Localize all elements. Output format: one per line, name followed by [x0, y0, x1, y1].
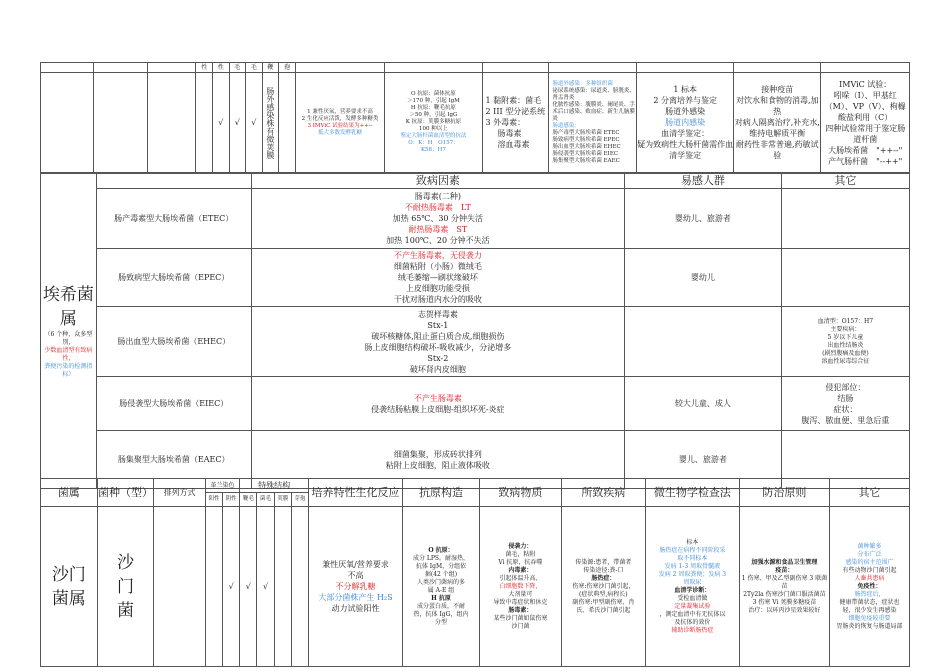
- disease-cell: 传染源:患者，带菌者 传染途径:粪-口 肠热症： 伤寒:伤寒沙门菌引起， (症状典型,病程长) 副伤寒:甲型副伤寒、肖 氏、希氏沙门菌引起: [561, 507, 645, 667]
- check-mark: √: [229, 73, 246, 173]
- col-gram: 革兰染色: [205, 479, 239, 493]
- toxin-cell: 1 黏附素：菌毛 2 III 型分泌系统 3 外毒素： 肠毒素 溶血毒素: [482, 73, 549, 173]
- table-row: [41, 377, 910, 431]
- sub-header: 阴性: [223, 493, 240, 507]
- col-other: 其它: [781, 174, 909, 189]
- genus-ecoli: 埃希菌属 （6 个种，众多型别， 少数血清型有致病性， 粪便污染的检测指标）: [41, 174, 97, 489]
- strain-name: 肠出血型大肠埃希菌（EHEC）: [96, 307, 251, 377]
- toxin-cell: 侵袭力： 菌毛，粘附 Vi 抗原，抗吞噬 内毒素： 引起体温升高、 白细胞数下降， 大剂量可 导致中毒症状和休克 肠毒素： 某些沙门菌如鼠伤寒 沙门菌: [479, 507, 561, 667]
- sub-header: 阳性: [205, 493, 222, 507]
- species-salmonella: 沙门菌: [97, 507, 154, 667]
- strain-name: 肠致病型大肠埃希菌（EPEC）: [96, 249, 251, 307]
- header-cell: 性: [196, 63, 213, 73]
- strain-group: [624, 307, 781, 377]
- check-mark: √: [223, 507, 240, 667]
- header-cell: 毛: [229, 63, 246, 73]
- strain-other: [781, 189, 909, 249]
- capsule-note: 肠外感染株有微荚膜: [262, 73, 279, 173]
- prevention-cell: 接种疫苗 对饮水和食物的消毒,加热 对病人隔离治疗,补充水,维持电解质平衡 耐药性非常普遍,药敏试验: [734, 73, 821, 173]
- header-cell: 毛: [246, 63, 263, 73]
- strain-other: 侵犯部位： 结肠 症状： 腹泻、脓血便、里急后重: [781, 377, 909, 431]
- strain-group: 婴幼儿: [624, 249, 781, 307]
- prevention-cell: 加强水源和食品卫生管理 疫苗： 1 伤寒、甲及乙型副伤寒 3 联菌苗 2Ty2la 伤寒沙门菌口服活菌苗 3 伤寒 Vi 荚膜多糖疫苗 治疗：以环丙沙星效果较好: [739, 507, 829, 667]
- col-prevention: 防治原则: [739, 479, 829, 507]
- col-struct: 特殊结构: [240, 479, 309, 493]
- col-toxin: 致病物质: [479, 479, 561, 507]
- strain-group: 较大儿童、成人: [624, 377, 781, 431]
- check-mark: √: [257, 507, 274, 667]
- header-cell: 孢: [279, 63, 296, 73]
- sub-header: 菌毛: [257, 493, 274, 507]
- strain-factor: 细菌集聚，形成砖状排列 粘附上皮细胞，阻止液体吸收: [251, 431, 624, 489]
- col-disease: 所致疾病: [561, 479, 645, 507]
- strain-factor: 志贺样毒素 Stx-1 破坏核糖体,阻止蛋白质合成,细胞损伤 肠上皮细胞结构破坏-吸收减少，分泌增多 Stx-2 破坏肾内皮细胞: [251, 307, 624, 377]
- check-mark: √: [212, 73, 229, 173]
- col-other: 其它: [829, 479, 909, 507]
- strain-other: [781, 249, 909, 307]
- col-lab: 微生物学检查法: [645, 479, 739, 507]
- check-mark: √: [246, 73, 263, 173]
- other-cell: IMViC 试验： 吲哚（I）、甲基红（M）、VP（V）、枸橼酸盐利用（C） 四种试验常用于鉴定肠道杆菌 大肠埃希菌 "++--" 产气肠杆菌 "--++": [821, 73, 910, 173]
- table-row: [41, 189, 910, 249]
- ecoli-top-table: [40, 62, 910, 173]
- sub-header: 鞭毛: [240, 493, 257, 507]
- col-group: 易感人群: [624, 174, 781, 189]
- table-row: [41, 249, 910, 307]
- antigen-cell: O 抗原： 成分 LPS。耐湿热， 抗体 IgM，分组依 据(42 个组) 人类沙门菌病的多 属 A-E 组 H 抗原 成分蛋白质，不耐 热，抗体 IgG，组内 分型: [403, 507, 480, 667]
- check-mark: √: [240, 507, 257, 667]
- col-species: 菌种（型）: [97, 479, 154, 507]
- col-arrange: 排列方式: [154, 479, 206, 507]
- strain-factor: 不产生肠毒素，无侵袭力 细菌粘附（小肠）微绒毛 绒毛萎缩—刷状缘破坏 上皮细胞功能受损 干扰对肠道内水分的吸收: [251, 249, 624, 307]
- strain-factor: 肠毒素(二种) 不耐热肠毒素 LT 加热 65℃、30 分钟失活 耐热肠毒素 ST 加热 100℃、20 分钟不失活: [251, 189, 624, 249]
- lab-cell: 1 标本 2 分离培养与鉴定 肠道外感染 肠道内感染 血清学鉴定： 疑为致病性大肠杆菌需作血清学鉴定: [637, 73, 734, 173]
- culture-cell: 1 兼性厌氧，营养要求不高 2 生化反应活泼，发酵多种糖类 3 IMViC 试验结果为++-- 抵大多数发酵乳糖: [295, 73, 385, 173]
- col-culture: 培养特性生化反应: [308, 479, 402, 507]
- genus-salmonella: 沙门菌属: [41, 507, 98, 667]
- col-genus: 菌属: [41, 479, 98, 507]
- table-row: [41, 307, 910, 377]
- sub-header: 芽孢: [291, 493, 308, 507]
- ecoli-strain-table: [40, 173, 910, 489]
- lab-cell: 标本 肠热症在病程不同阶段采 取不同标本 发病 1-3 周取骨髓液 发病 2 周取粪便；发病 3 周取尿 血清学诊断： 受检血清做 定量凝集试验 ，测定血清中有无抗体以 及抗体的效价 辅助诊断肠热症: [645, 507, 739, 667]
- strain-other: 血清型：O157：H7 主要疾病： 5 岁以下儿童 出血性结肠炎 (剧烈腹痛及血便) 溶血性尿毒综合征: [781, 307, 909, 377]
- culture-cell: 兼性厌氧/营养要求 不高 不分解乳糖 大部分菌株产生 H₂S 动力试验阳性: [308, 507, 402, 667]
- col-factor: 致病因素: [251, 174, 624, 189]
- header-cell: 性: [212, 63, 229, 73]
- strain-name: 肠集聚型大肠埃希菌（EAEC）: [96, 431, 251, 489]
- col-antigen: 抗原构造: [403, 479, 480, 507]
- table-row: [41, 507, 910, 667]
- strain-factor: 不产生肠毒素 侵袭结肠粘膜上皮细胞-组织坏死-炎症: [251, 377, 624, 431]
- disease-cell: 肠道外感染：多种组织菌 泌尿系统感染：尿道炎、膀胱炎、肾盂肾炎 化脓性感染：腹膜炎、阑尾炎、手术后口感染、败血症、新生儿脑膜炎 肠道感染： 肠产毒型大肠埃希菌 ETEC 肠致病型大肠埃希菌 EPEC 肠出血型大肠埃希菌 EHEC 肠侵袭型大肠埃希菌 EIEC 肠集聚型大肠埃希菌 EAEC: [549, 73, 637, 173]
- strain-name: 肠侵袭型大肠埃希菌（EIEC）: [96, 377, 251, 431]
- sub-header: 荚膜: [274, 493, 291, 507]
- strain-name: 肠产毒素型大肠埃希菌（ETEC）: [96, 189, 251, 249]
- strain-group: 婴幼儿、旅游者: [624, 189, 781, 249]
- other-cell: 菌种繁多 分布广泛 感染的宿主范围广 有些动物沙门菌引起 人畜共患病 免疫性： 肠热症后， 健康带菌状态，症状也 轻，很少发生再感染 细胞免疫较重要 胃肠炎的恢复与肠道局部: [829, 507, 909, 667]
- antigen-cell: O 抗原：菌体抗原 ＞170 种，引起 IgM H 抗原：鞭毛抗原 ＞50 种，引起 IgG K 抗原：荚膜多糖抗原 100 种以上 鉴定大肠杆菌血清型的抗法 O：K：H O157： K58：H7: [385, 73, 482, 173]
- strain-group: 婴儿、旅游者: [624, 431, 781, 489]
- salmonella-table: [40, 478, 910, 667]
- header-cell: 鞭: [262, 63, 279, 73]
